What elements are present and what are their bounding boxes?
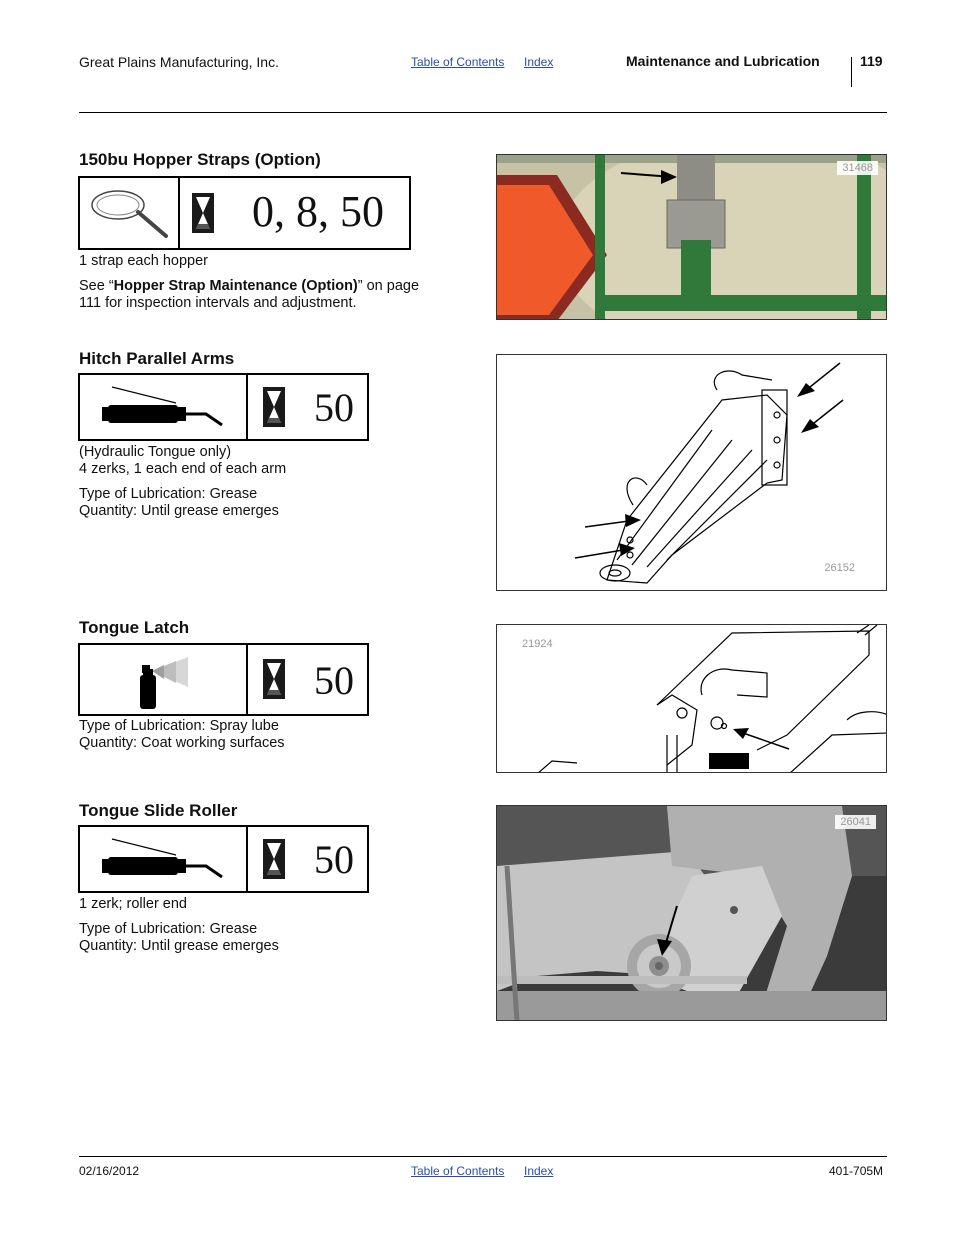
spray-can-icon — [80, 645, 246, 714]
hitch-zerk-count: 4 zerks, 1 each end of each arm — [79, 461, 287, 477]
interval-box-hopper-straps — [78, 176, 411, 250]
hitch-note: (Hydraulic Tongue only) — [79, 444, 232, 460]
diagram-hitch-arms — [496, 354, 887, 591]
section-heading-tongue-latch: Tongue Latch — [79, 618, 190, 637]
service-interval: 50 — [314, 658, 354, 703]
header-toc-link[interactable]: Table of Contents — [411, 55, 505, 69]
footer-index-link[interactable]: Index — [524, 1164, 554, 1178]
section-heading-hopper-straps: 150bu Hopper Straps (Option) — [79, 150, 321, 169]
figure-number: 26041 — [835, 815, 876, 829]
lubrication-quantity: Quantity: Until grease emerges — [79, 938, 279, 954]
grease-gun-icon — [80, 827, 246, 891]
hourglass-icon — [261, 375, 287, 439]
interval-box-hitch-arms — [78, 373, 369, 441]
hourglass-icon — [190, 178, 216, 248]
header-divider — [851, 57, 852, 87]
grease-gun-icon — [80, 375, 246, 439]
photo-hopper-strap — [496, 154, 887, 320]
lubrication-type: Type of Lubrication: Grease — [79, 921, 258, 937]
header-rule — [79, 112, 887, 113]
lubrication-quantity: Quantity: Until grease emerges — [79, 503, 279, 519]
interval-box-slide-roller — [78, 825, 369, 893]
diagram-tongue-latch — [496, 624, 887, 773]
service-interval: 50 — [314, 385, 354, 430]
lubrication-type: Type of Lubrication: Grease — [79, 486, 258, 502]
lubrication-type: Type of Lubrication: Spray lube — [79, 718, 279, 734]
service-interval: 0, 8, 50 — [252, 187, 384, 236]
photo-tongue-slide-roller — [496, 805, 887, 1021]
header-index-link[interactable]: Index — [524, 55, 554, 69]
footer-rule — [79, 1156, 887, 1157]
section-heading-hitch-parallel-arms: Hitch Parallel Arms — [79, 349, 235, 368]
document-number: 401-705M — [829, 1164, 884, 1178]
hopper-strap-see-text: See “Hopper Strap Maintenance (Option)” on page 111 for inspection intervals and adjustment. — [79, 278, 420, 311]
figure-number: 21924 — [517, 637, 558, 651]
cross-reference-title[interactable]: Hopper Strap Maintenance (Option) — [113, 278, 358, 294]
hourglass-icon — [261, 827, 287, 891]
footer-toc-link[interactable]: Table of Contents — [411, 1164, 505, 1178]
roller-zerk-count: 1 zerk; roller end — [79, 896, 187, 912]
service-interval: 50 — [314, 837, 354, 882]
hourglass-icon — [261, 645, 287, 714]
section-heading-tongue-slide-roller: Tongue Slide Roller — [79, 801, 238, 820]
figure-number: 31468 — [837, 161, 878, 175]
magnifier-inspection-icon — [80, 178, 178, 248]
interval-box-tongue-latch — [78, 643, 369, 716]
lubrication-quantity: Quantity: Coat working surfaces — [79, 735, 285, 751]
section-title: Maintenance and Lubrication — [626, 53, 820, 69]
footer-date: 02/16/2012 — [79, 1164, 140, 1178]
company-name: Great Plains Manufacturing, Inc. — [79, 54, 279, 70]
page-number: 119 — [860, 53, 883, 69]
hopper-strap-count: 1 strap each hopper — [79, 253, 208, 269]
figure-number: 26152 — [819, 561, 860, 575]
